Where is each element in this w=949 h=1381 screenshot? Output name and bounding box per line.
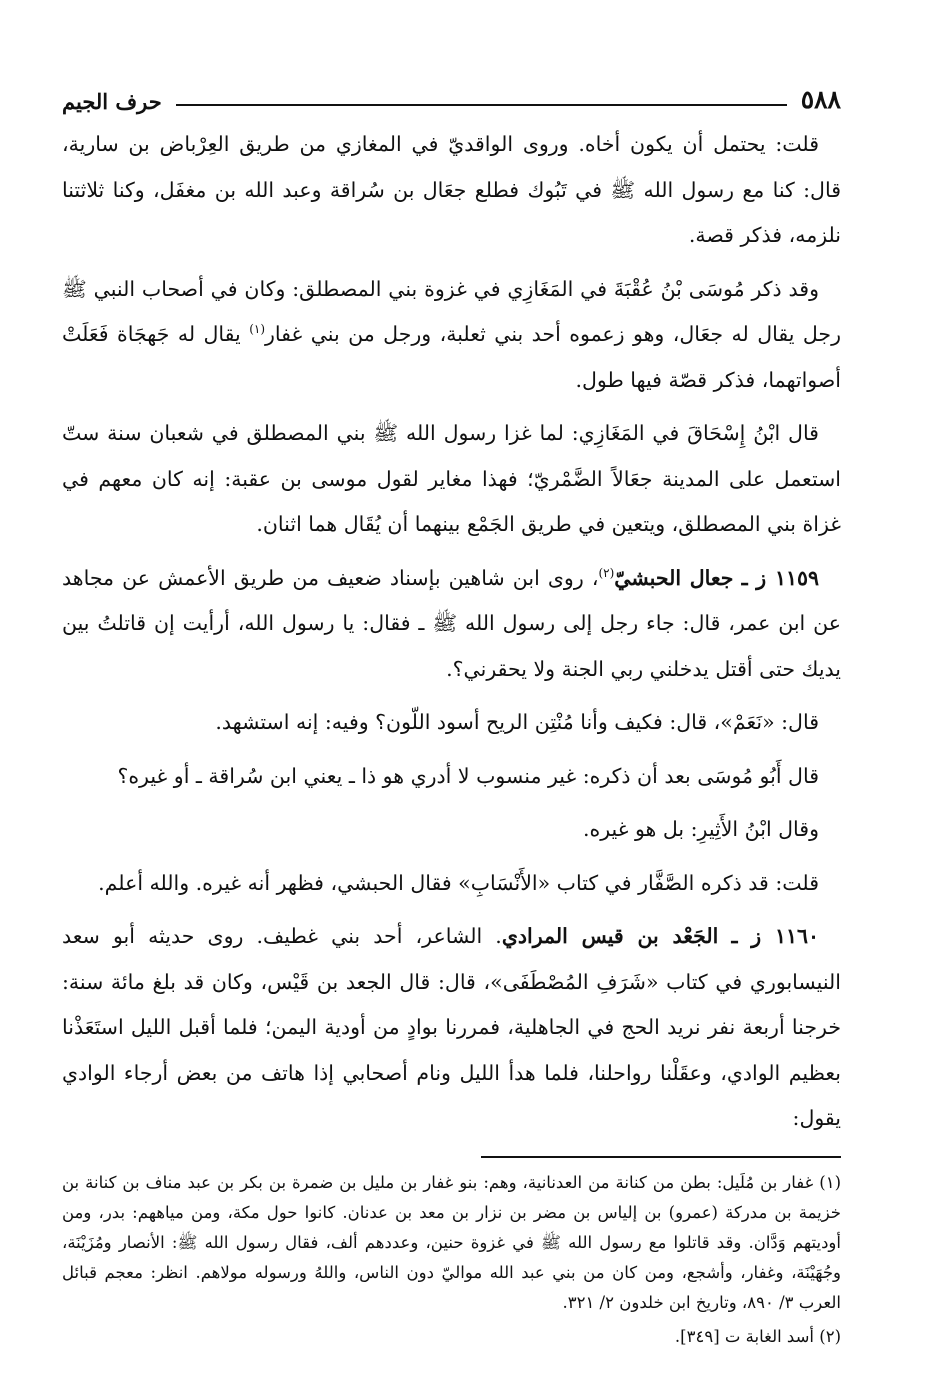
entry-number: ١١٦٠ ز ـ [731,924,819,948]
page-number: ٥٨٨ [800,85,841,114]
footnote-marker: (١) [249,322,266,337]
header-rule [176,104,787,106]
paragraph: قلت: يحتمل أن يكون أخاه. وروى الواقديّ في المغازي من طريق العِرْباض بن سارية، قال: كنا مع رسول الله ﷺ في تَبُوك فطلع جعَال بن سُراقة وعبد الله بن مغفَل، وكنا ثلاثتنا نلزمه، فذكر قصة. [62,132,841,247]
footnote: (١) غفار بن مُلَيل: بطن من كنانة من العدنانية، وهم: بنو غفار بن مليل بن ضمرة بن بكر بن عبد مناف بن كنانة بن خزيمة بن مدركة (عمرو) بن إلياس بن مضر بن نزار بن معد بن عدنان. كانوا حول مكة، ومن مياههم: بدر، ومن أوديتهم وَدَّان. وقد قاتلوا مع رسول الله ﷺ في غزوة حنين، وعددهم ألف، فقال رسول الله ﷺ: الأنصار ومُزَيْنَة، وجُهَيْنَة، وغفار، وأشجع، ومن كان من بني عبد الله مواليّ دون الناس، واللهُ ورسوله مولاهم. انظر: معجم قبائل العرب ٣/ ٨٩٠، وتاريخ ابن خلدون ٢/ ٣٢١. [62,1172,841,1312]
paragraph-text: وقد ذكر مُوسَى بْنُ عُقْبَةَ في المَغَازِي في غزوة بني المصطلق: وكان في أصحاب النبي ﷺ رجل يقال له جعَال، وهو زعموه أحد بني ثعلبة، ورجل من بني غفار [62,276,841,346]
entry-1160 [62,914,841,1142]
entry-text: . الشاعر، أحد بني غطيف. روى حديثه أبو سعد النيسابوري في كتاب «شَرَفِ المُصْطَفَى»، قال: قال الجعد بن قَيْس، وكان قد بلغ مائة سنة: خرجنا أربعة نفر نريد الحج في الجاهلية، فمررنا بوادٍ من أودية اليمن؛ فلما أقبل الليل استَعَذْنا بعظيم الوادي، وعقَلْنا رواحلنا، فلما هدأ الليل ونام أصحابي إذا هاتف من بعض أرجاء الوادي يقول: [62,924,841,1130]
footnote: (٢) أسد الغابة ت [٣٤٩]. [674,1326,841,1346]
entry-name: جعال الحبشيّ [614,565,734,590]
entry-text: ، روى ابن شاهين بإسناد ضعيف من طريق الأعمش عن مجاهد عن ابن عمر، قال: جاء رجل إلى رسول الله ﷺ ـ فقال: يا رسول الله، أرأيت إن قاتلتُ بين يديك حتى أقتل يدخلني ربي الجنة ولا يحقرني؟. [62,565,841,681]
paragraph: قلت: قد ذكره الصَّفَّار في كتاب «الأَنْسَابِ» فقال الحبشي، فظهر أنه غيره. والله أعلم. [98,870,819,895]
footnote-marker: (٢) [598,565,615,580]
entry-1159 [62,556,841,693]
running-header [62,78,841,112]
entry-number: ١١٥٩ ز ـ [741,565,819,590]
entry-name: الجَعْد بن قيس المرادي [501,924,719,948]
paragraph: قال ابْنُ إِسْحَاقَ في المَغَازِي: لما غزا رسول الله ﷺ بني المصطلق في شعبان سنة ستّ استعمل على المدينة جعَالاً الضَّمْريّ؛ فهذا مغاير لقول موسى بن عقبة: إنه كان معهم في غزاة بني المصطلق، ويتعين في طريق الجَمْع بينهما أن يُقَال هما اثنان. [62,421,841,536]
paragraph: قال أَبُو مُوسَى بعد أن ذكره: غير منسوب لا أدري هو ذا ـ يعني ابن سُراقة ـ أو غيره؟ [117,763,819,788]
chapter-title: حرف الجيم [62,89,162,114]
footnote-separator [481,1156,841,1158]
paragraph: وقال ابْنُ الأَثِيرِ: بل هو غيره. [582,817,819,841]
paragraph [62,267,841,404]
paragraph-text: يقال له جَهجَاة فَعَلَتْ أصواتهما، فذكر قصّة فيها طول. [62,322,841,392]
paragraph: قال: «نَعَمْ»، قال: فكيف وأنا مُنْتِن الريح أسود اللّون؟ وفيه: إنه استشهد. [215,710,819,734]
